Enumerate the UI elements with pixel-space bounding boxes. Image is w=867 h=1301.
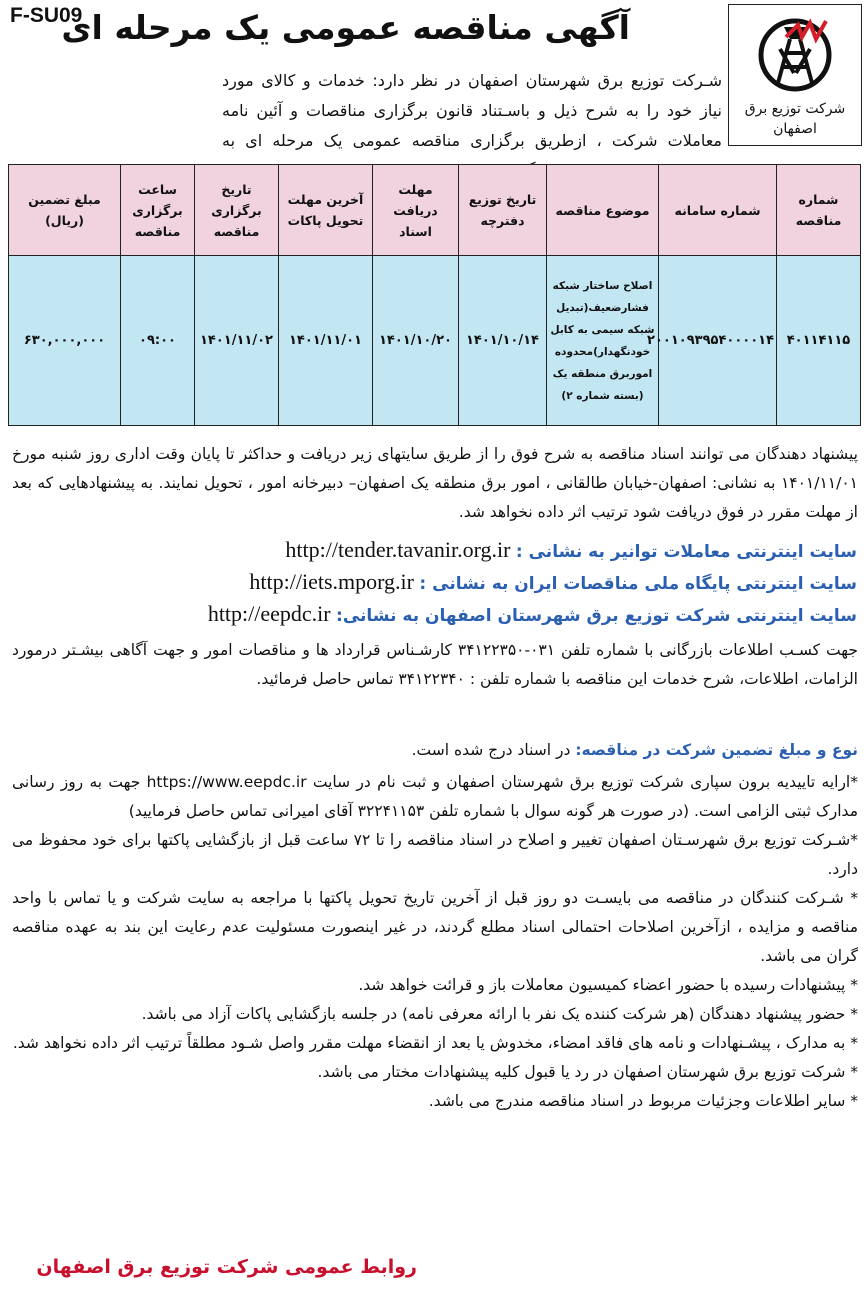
condition-item: * سایر اطلاعات وجزئیات مربوط در اسناد مناقصه مندرج می باشد.: [428, 1092, 858, 1110]
cell-guarantee-amount: ۶۳۰,۰۰۰,۰۰۰: [9, 256, 121, 426]
condition-item: * پیشنهادات رسیده با حضور اعضاء کمیسیون معاملات باز و قرائت خواهد شد.: [358, 976, 858, 994]
form-code: F-SU09: [10, 4, 83, 27]
company-name-line1: شرکت توزیع برق: [744, 101, 846, 117]
site-label-eepdc: سایت اینترنتی شرکت توزیع برق شهرستان اصفهان به نشانی:: [336, 606, 857, 626]
site-label-iets: سایت اینترنتی پایگاه ملی مناقصات ایران به نشانی :: [419, 574, 857, 594]
cell-tender-time: ۰۹:۰۰: [121, 256, 195, 426]
site-url-eepdc[interactable]: http://eepdc.ir: [207, 601, 331, 626]
condition-item: *ارایه تاییدیه برون سپاری شرکت توزیع برق شهرستان اصفهان و ثبت نام در سایت https://www.eepdc.ir جهت به روز رسانی مدارک ثبتی الزامی است. (در صورت هر گونه سوال با شماره تلفن ۳۲۲۴۱۱۵۳ آقای امیرانی تماس حاصل فرمایید): [12, 773, 858, 820]
guarantee-line: [12, 736, 858, 765]
contact-paragraph: جهت کسـب اطلاعات بازرگانی با شماره تلفن ۰۳۱-۳۴۱۲۲۳۵۰ کارشـناس قرارداد ها و مناقصات امور و جهت آگاهی بیشـتر درمورد الزامات، اطلاعات، شرح خدمات این مناقصه با شماره تلفن : ۳۴۱۲۲۳۴۰ تماس حاصل فرمائید.: [12, 641, 858, 688]
col-header-tender-time: ساعت برگزاری مناقصه: [121, 165, 195, 256]
col-header-submission-deadline: آخرین مهلت تحویل پاکات: [279, 165, 373, 256]
page-title: آگهی مناقصه عمومی یک مرحله ای: [61, 8, 630, 47]
company-logo: [728, 4, 862, 146]
site-url-iets[interactable]: http://iets.mporg.ir: [249, 569, 414, 594]
condition-item: * شرکت توزیع برق شهرستان اصفهان در رد یا قبول کلیه پیشنهادات مختار می باشد.: [317, 1063, 858, 1081]
col-header-distribution-date: تاریخ توزیع دفترچه: [459, 165, 547, 256]
condition-item: *شـرکت توزیع برق شهرسـتان اصفهان تغییر و اصلاح در اسناد مناقصه را تا ۷۲ ساعت قبل از بازگشایی پاکتها برای خود محفوظ می دارد.: [12, 831, 858, 878]
intro-paragraph: شـرکت توزیع برق شهرستان اصفهان در نظر دارد: خدمات و کالای مورد نیاز خود را به شرح ذیل و باسـتناد قانون برگزاری مناقصات و آئین نامه معاملات شرکت ، ازطریق برگزاری مناقصه عمومی یک مرحله ای به: [222, 71, 722, 150]
company-name: [729, 99, 861, 139]
condition-item: * شـرکت کنندگان در مناقصه می بایسـت دو روز قبل از آخرین تاریخ تحویل پاکتها با مراجعه به سایت شرکت و یا تماس با واحد مناقصه و مزایده ، ازآخرین اصلاحات احتمالی اسناد مطلع گردند، در غیر اینصورت مسئولیت عدم رعایت این بند به عهده مناقصه گران می باشد.: [12, 889, 858, 965]
cell-tender-date: ۱۴۰۱/۱۱/۰۲: [195, 256, 279, 426]
col-header-document-deadline: مهلت دریافت اسناد: [373, 165, 459, 256]
tender-table: [8, 164, 861, 426]
company-name-line2: اصفهان: [773, 121, 817, 137]
cell-document-deadline: ۱۴۰۱/۱۰/۲۰: [373, 256, 459, 426]
conditions-list: [12, 768, 858, 1116]
condition-item: * به مدارک ، پیشـنهادات و نامه های فاقد امضاء، مخدوش یا بعد از انقضاء مهلت مقرر واصل شـود مطلقاً ترتیب اثر داده نخواهد شد.: [12, 1034, 858, 1052]
submission-paragraph: پیشنهاد دهندگان می توانند اسناد مناقصه به شرح فوق را از طریق سایتهای زیر دریافت و حداکثر تا پایان وقت اداری روز شنبه مورخ ۱۴۰۱/۱۱/۰۱ به نشانی: اصفهان-خیابان طالقانی ، امور برق منطقه یک اصفهان– دبیرخانه امور ، تحویل نمایند. به پیشنهادهایی که بعد از مهلت مقرر در فوق دریافت شود ترتیب اثر داده نخواهد شد.: [12, 445, 858, 521]
cell-tender-number: ۴۰۱۱۴۱۱۵: [777, 256, 861, 426]
cell-system-number: ۲۰۰۱۰۹۳۹۵۴۰۰۰۰۱۴: [659, 256, 777, 426]
site-url-tavanir[interactable]: http://tender.tavanir.org.ir: [285, 537, 511, 562]
cell-distribution-date: ۱۴۰۱/۱۰/۱۴: [459, 256, 547, 426]
guarantee-text: در اسناد درج شده است.: [411, 741, 576, 759]
site-link-iets: [249, 568, 857, 598]
guarantee-title: نوع و مبلغ تضمین شرکت در مناقصه:: [575, 741, 858, 759]
col-header-tender-number: شماره مناقصه: [777, 165, 861, 256]
electric-tower-logo-icon: [756, 15, 834, 95]
table-header-row: [9, 165, 861, 256]
footer-signature: روابط عمومی شرکت توزیع برق اصفهان: [36, 1256, 417, 1278]
table-row: [9, 256, 861, 426]
site-link-tavanir: [285, 536, 857, 566]
site-link-eepdc: [208, 600, 857, 630]
cell-subject: اصلاح ساختار شبکه فشارضعیف(تبدیل شبکه سیمی به کابل خودنگهدار)محدوده اموربرق منطقه یک (بسته شماره ۲): [547, 256, 659, 426]
col-header-system-number: شماره سامانه: [659, 165, 777, 256]
col-header-guarantee-amount: مبلغ تضمین (ریال): [9, 165, 121, 256]
col-header-subject: موضوع مناقصه: [547, 165, 659, 256]
col-header-tender-date: تاریخ برگزاری مناقصه: [195, 165, 279, 256]
site-label-tavanir: سایت اینترنتی معاملات توانیر به نشانی :: [515, 542, 857, 562]
cell-submission-deadline: ۱۴۰۱/۱۱/۰۱: [279, 256, 373, 426]
condition-item: * حضور پیشنهاد دهندگان (هر شرکت کننده یک نفر با ارائه معرفی نامه) در جلسه بازگشایی پاکات آزاد می باشد.: [141, 1005, 858, 1023]
